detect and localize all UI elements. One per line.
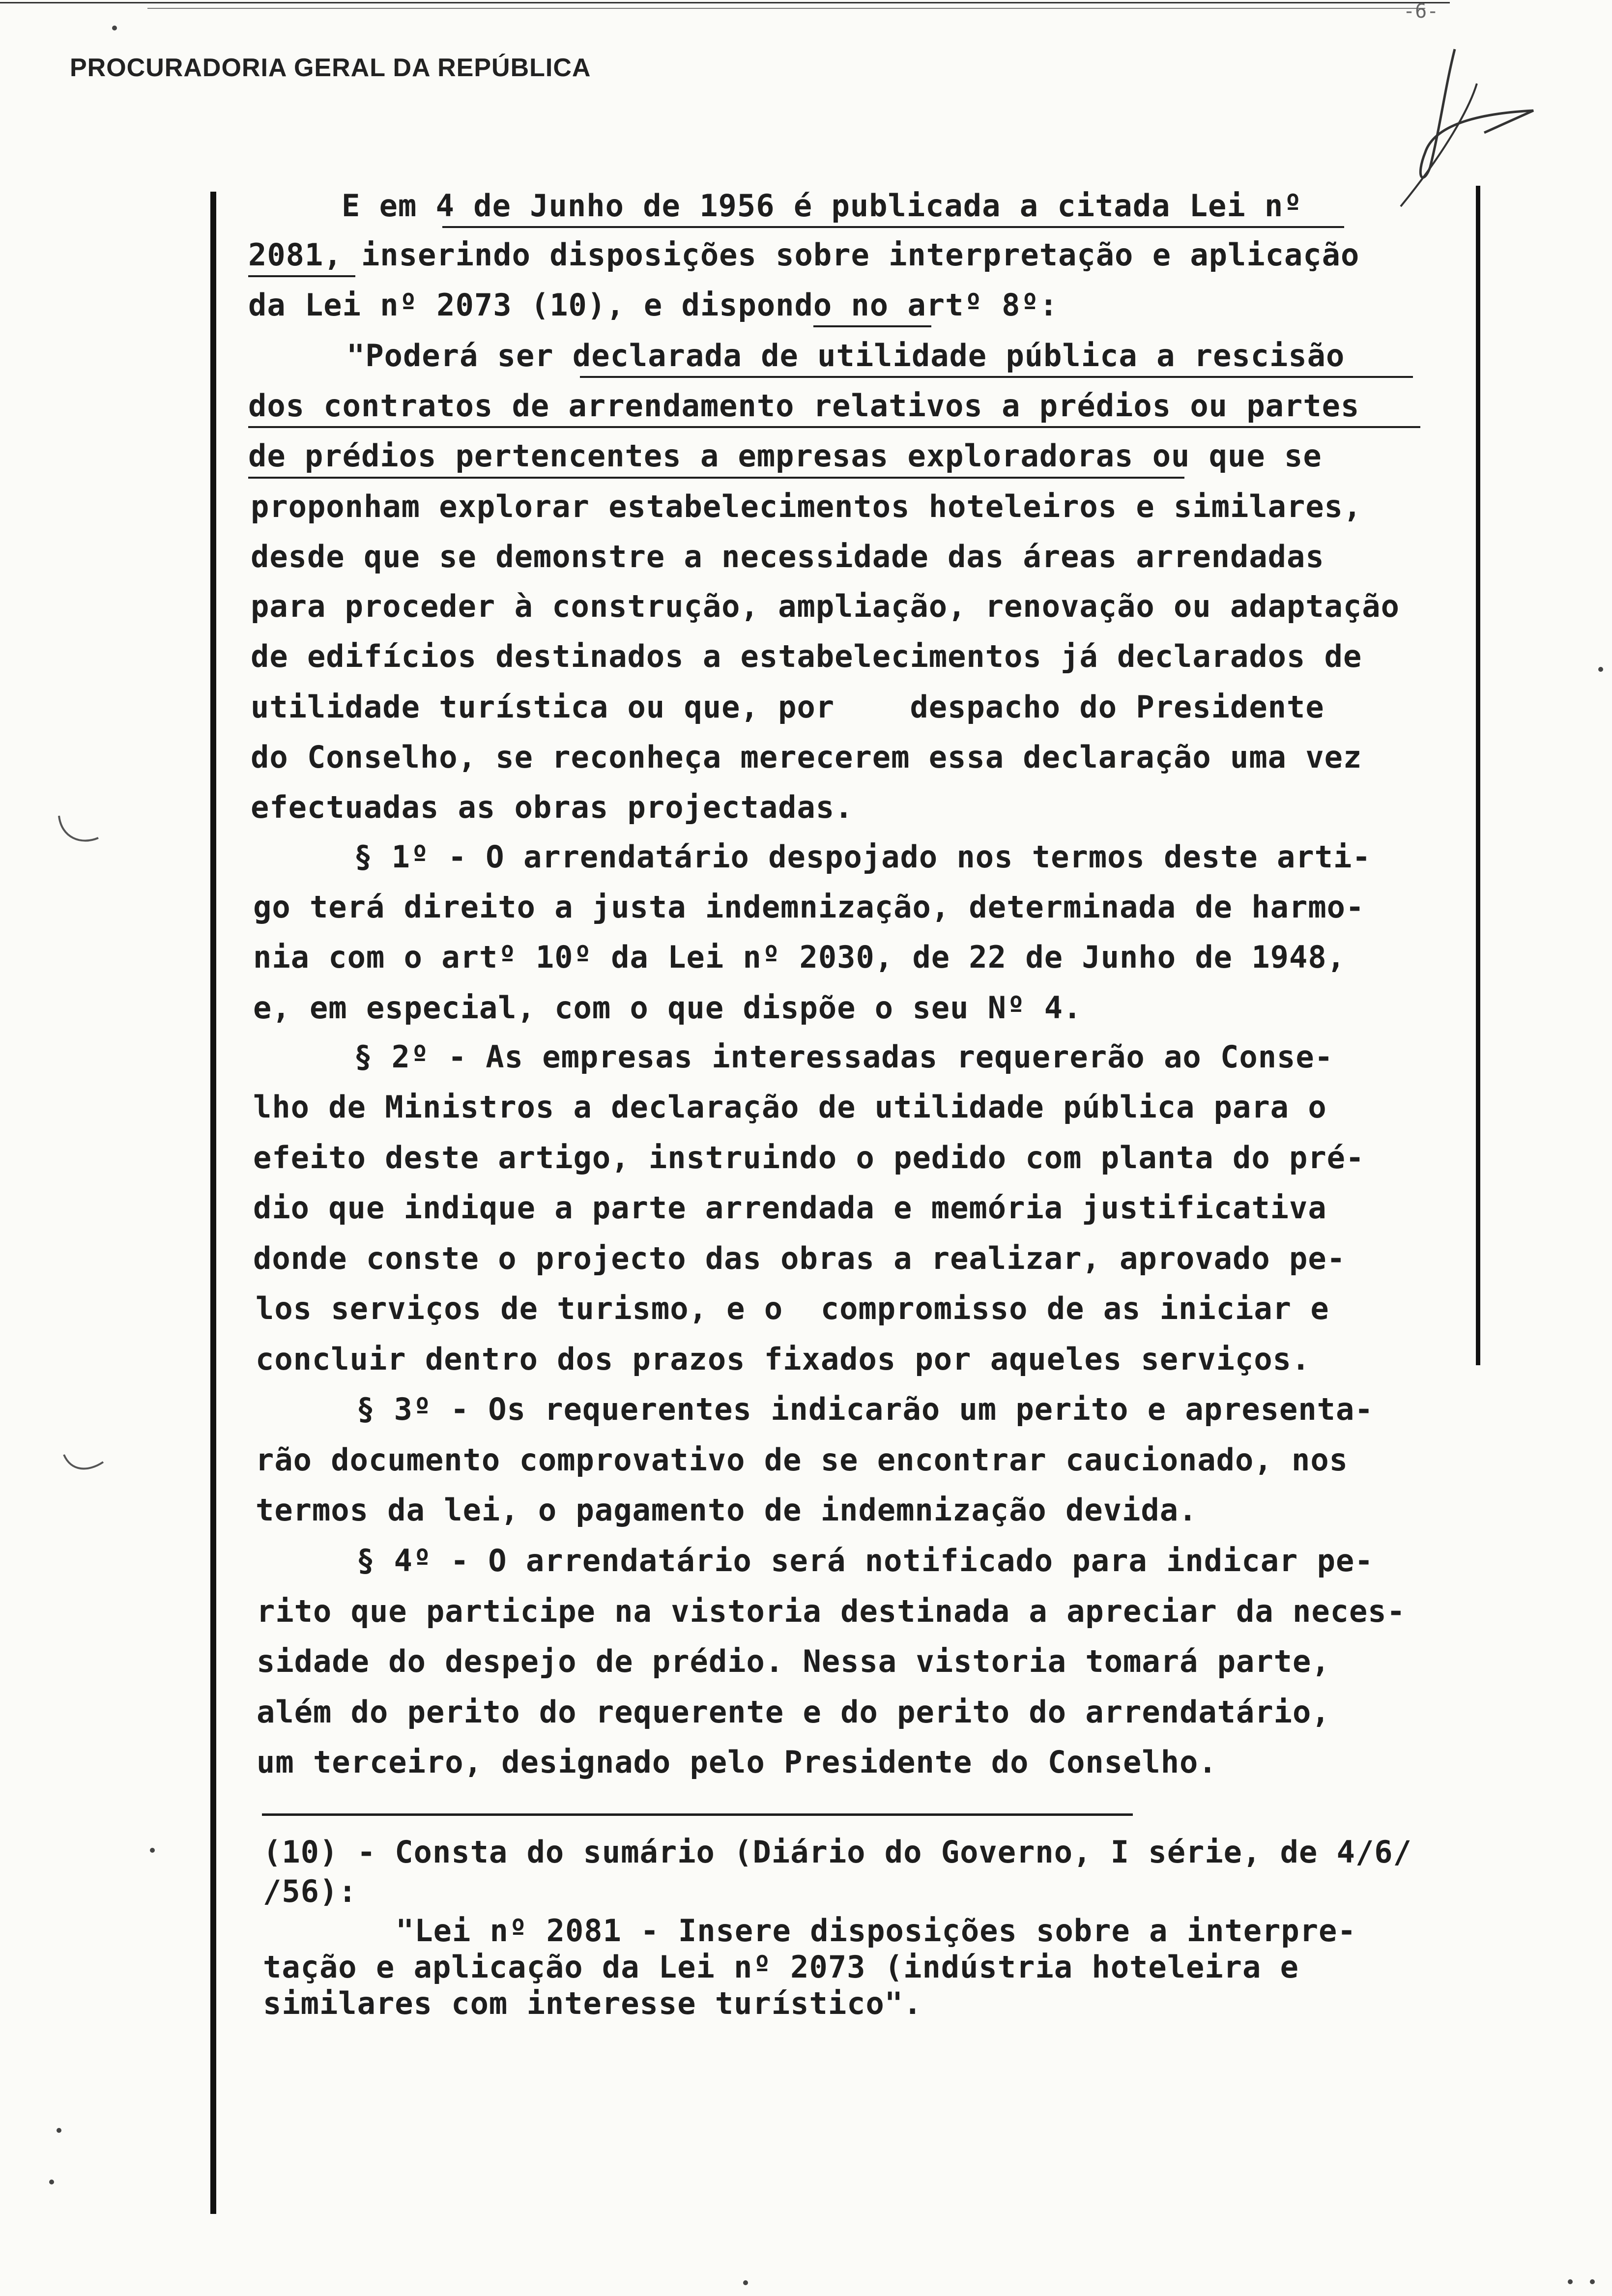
scan-speck (1568, 2279, 1573, 2284)
body-line: de prédios pertencentes a empresas exploradoras ou que se (248, 438, 1322, 474)
body-line: da Lei nº 2073 (10), e dispondo no artº 8º: (248, 287, 1059, 323)
footnote-line: similares com interesse turístico". (263, 1985, 922, 2021)
underline (248, 426, 1420, 428)
underline (813, 325, 931, 327)
body-line: dio que indique a parte arrendada e memória justificativa (253, 1190, 1327, 1226)
scan-speck (57, 2128, 61, 2133)
body-line: do Conselho, se reconheça merecerem essa declaração uma vez (251, 739, 1362, 775)
scan-speck (150, 1848, 155, 1853)
body-line: lho de Ministros a declaração de utilidade pública para o (253, 1089, 1327, 1125)
body-line: go terá direito a justa indemnização, determinada de harmo- (253, 889, 1365, 925)
body-line: efeito deste artigo, instruindo o pedido com planta do pré- (253, 1140, 1365, 1176)
body-line: nia com o artº 10º da Lei nº 2030, de 22 de Junho de 1948, (253, 939, 1346, 975)
body-line: além do perito do requerente e do perito do arrendatário, (257, 1694, 1330, 1730)
body-line: § 1º - O arrendatário despojado nos termos deste arti- (354, 839, 1371, 875)
body-line: para proceder à construção, ampliação, renovação ou adaptação (251, 588, 1400, 624)
handwritten-signature (1371, 29, 1548, 226)
body-line: 2081, inserindo disposições sobre interpretação e aplicação (248, 237, 1360, 273)
body-line: rito que participe na vistoria destinada a apreciar da neces- (257, 1593, 1406, 1629)
body-line: § 2º - As empresas interessadas requererão ao Conse- (354, 1039, 1334, 1075)
margin-hole-mark (59, 1450, 108, 1489)
left-margin-bar (210, 192, 216, 2214)
footnote-line: "Lei nº 2081 - Insere disposições sobre a interpre- (396, 1913, 1356, 1949)
underline (442, 226, 1344, 228)
body-line: sidade do despejo de prédio. Nessa vistoria tomará parte, (257, 1643, 1330, 1679)
body-line: "Poderá ser declarada de utilidade pública a rescisão (346, 338, 1345, 373)
scan-speck (743, 2280, 748, 2285)
right-margin-bar (1476, 186, 1480, 1365)
body-line: rão documento comprovativo de se encontrar caucionado, nos (256, 1442, 1348, 1478)
body-line: um terceiro, designado pelo Presidente do Conselho. (257, 1744, 1217, 1780)
body-line: termos da lei, o pagamento de indemnização devida. (256, 1492, 1198, 1528)
underline (580, 376, 1413, 378)
body-line: § 4º - O arrendatário será notificado para indicar pe- (356, 1543, 1374, 1578)
body-line: efectuadas as obras projectadas. (251, 789, 854, 825)
body-line: los serviços de turismo, e o compromisso de as iniciar e (256, 1291, 1329, 1326)
body-line: utilidade turística ou que, por despacho do Presidente (251, 689, 1324, 725)
body-line: dos contratos de arrendamento relativos a prédios ou partes (248, 388, 1360, 424)
footnote-line: (10) - Consta do sumário (Diário do Governo, I série, de 4/6/ (263, 1834, 1412, 1870)
scan-speck (112, 26, 117, 30)
letterhead-institution: PROCURADORIA GERAL DA REPÚBLICA (70, 54, 591, 82)
footnote-divider (262, 1813, 1133, 1816)
scan-speck (1598, 667, 1603, 672)
body-line: desde que se demonstre a necessidade das áreas arrendadas (251, 539, 1324, 574)
body-line: § 3º - Os requerentes indicarão um perito e apresenta- (356, 1391, 1374, 1427)
underline (248, 275, 355, 277)
page-number-mark: -6- (1403, 0, 1439, 23)
body-line: e, em especial, com o que dispõe o seu Nº 4. (253, 990, 1082, 1026)
body-line: E em 4 de Junho de 1956 é publicada a citada Lei nº (342, 188, 1302, 224)
body-line: donde conste o projecto das obras a realizar, aprovado pe- (253, 1240, 1346, 1276)
body-line: concluir dentro dos prazos fixados por aqueles serviços. (256, 1341, 1311, 1377)
scan-speck (1590, 2279, 1595, 2284)
body-line: de edifícios destinados a estabelecimentos já declarados de (251, 638, 1362, 674)
margin-hole-mark (54, 811, 103, 850)
top-border-line-secondary (147, 8, 1425, 9)
footnote-line: tação e aplicação da Lei nº 2073 (indústria hoteleira e (263, 1949, 1299, 1985)
footnote-line: /56): (263, 1873, 357, 1909)
top-border-line (0, 2, 1450, 3)
body-line: proponham explorar estabelecimentos hoteleiros e similares, (251, 488, 1362, 524)
scan-speck (49, 2180, 54, 2184)
underline (248, 477, 1184, 479)
